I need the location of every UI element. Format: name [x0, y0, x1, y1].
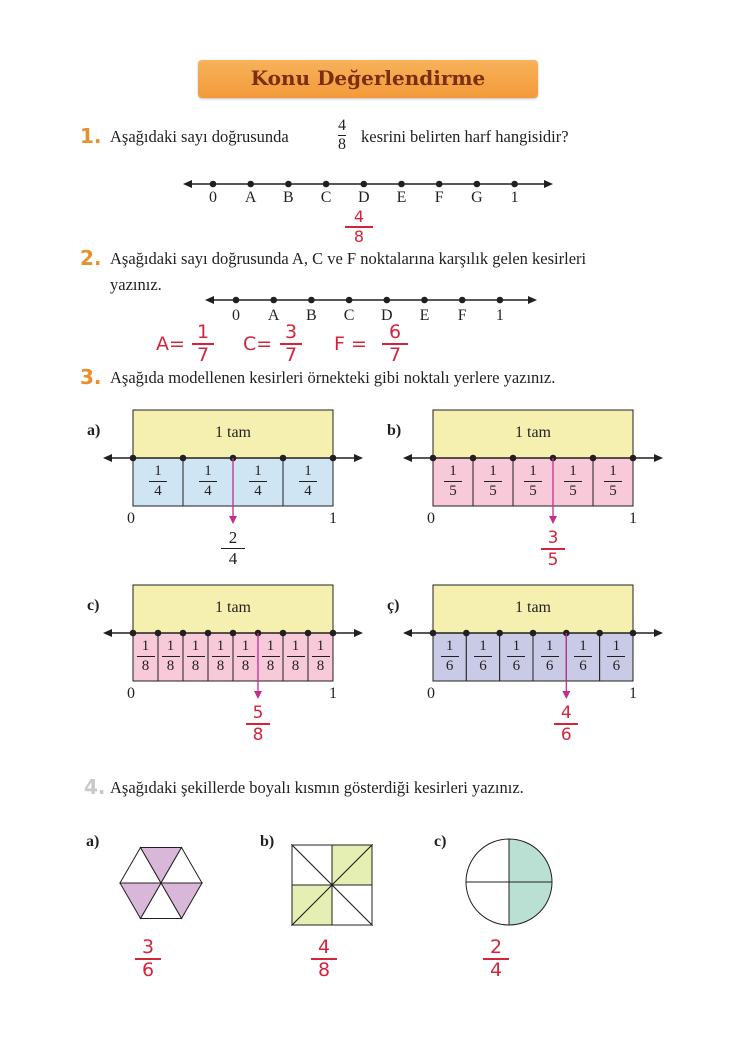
- answer-denominator: 7: [196, 343, 210, 366]
- answer-a-label: A=: [156, 333, 185, 355]
- arrow-right-icon: [354, 454, 363, 462]
- answer-numerator: 5: [252, 703, 264, 723]
- model-answer-fraction: [541, 528, 565, 570]
- fraction-numerator: 1: [204, 463, 212, 479]
- q2-point-label: 1: [495, 307, 504, 324]
- model-part-label: a): [87, 422, 101, 439]
- q2-point: [497, 297, 504, 304]
- fraction-numerator: 1: [449, 463, 457, 479]
- zero-label: 0: [127, 510, 135, 527]
- model-point: [330, 630, 337, 637]
- part-fraction: [473, 462, 513, 501]
- fraction-denominator: 4: [304, 483, 312, 500]
- fraction-numerator: 1: [291, 638, 300, 654]
- model-point: [530, 630, 537, 637]
- fraction-numerator: 1: [304, 463, 312, 479]
- arrow-right-icon: [354, 629, 363, 637]
- shape-part-label: c): [434, 833, 447, 850]
- answer-numerator: 3: [284, 321, 298, 343]
- one-label: 1: [629, 510, 637, 527]
- answer-denominator: 7: [284, 343, 298, 366]
- q1-point-label: 0: [209, 189, 217, 206]
- fraction-denominator: 4: [204, 483, 212, 500]
- answer-numerator: 2: [228, 528, 238, 547]
- question-4-text: Aşağıdaki şekillerde boyalı kısmın gösterdiği kesirleri yazınız.: [110, 778, 524, 797]
- fraction-denominator: 4: [254, 483, 262, 500]
- fraction-numerator: 1: [445, 638, 454, 654]
- answer-denominator: 8: [353, 226, 365, 246]
- part-fraction: [466, 637, 499, 676]
- q1-point-label: G: [471, 189, 483, 206]
- fraction-numerator: 1: [569, 463, 577, 479]
- fraction-denominator: 5: [569, 483, 577, 500]
- question-3-number: 3.: [80, 365, 102, 389]
- part-fraction: [433, 637, 466, 676]
- model-point: [630, 630, 637, 637]
- model-point: [280, 455, 287, 462]
- part-fraction: [208, 637, 233, 676]
- fraction-denominator: 6: [579, 658, 587, 675]
- fraction-numerator: 1: [612, 638, 621, 654]
- one-label: 1: [329, 510, 337, 527]
- q1-point: [247, 181, 254, 188]
- question-1-text-before: Aşağıdaki sayı doğrusunda: [110, 127, 289, 146]
- part-fraction: [233, 637, 258, 676]
- question-1-text-after: kesrini belirten harf hangisidir?: [361, 127, 569, 146]
- q1-point-label: B: [283, 189, 294, 206]
- q1-point: [398, 181, 405, 188]
- fraction-denominator: 8: [166, 658, 175, 675]
- part-fraction: [258, 637, 283, 676]
- model-point: [280, 630, 287, 637]
- arrow-left-icon: [103, 629, 112, 637]
- fraction-denominator: 5: [489, 483, 497, 500]
- q2-point: [346, 297, 353, 304]
- model-answer-fraction: [554, 703, 578, 745]
- q2-point-label: C: [343, 307, 355, 324]
- fraction-denominator: 6: [445, 658, 454, 675]
- answer-f-fraction: [382, 322, 408, 366]
- model-point: [130, 630, 137, 637]
- q2-point: [308, 297, 315, 304]
- shape-part-label: a): [86, 833, 100, 850]
- arrow-down-icon: [229, 516, 237, 524]
- q1-point-label: A: [244, 189, 257, 206]
- fraction-numerator: 1: [191, 638, 200, 654]
- fraction-numerator: 1: [579, 638, 587, 654]
- fraction-denominator: 6: [512, 658, 521, 675]
- part-fraction: [500, 637, 533, 676]
- answer-numerator: 6: [388, 321, 402, 343]
- fraction-denominator: 5: [449, 483, 457, 500]
- q1-point-label: F: [434, 189, 444, 206]
- model-point: [596, 630, 603, 637]
- question-2-number: 2.: [80, 246, 102, 270]
- fraction-numerator: 1: [166, 638, 175, 654]
- fraction-numerator: 1: [316, 638, 325, 654]
- model-point: [430, 630, 437, 637]
- fraction-denominator: 6: [612, 658, 621, 675]
- fraction-numerator: 1: [216, 638, 225, 654]
- fraction-denominator: 4: [154, 483, 162, 500]
- arrow-right-icon: [544, 180, 553, 188]
- whole-label: 1 tam: [515, 424, 551, 441]
- q2-point-label: 0: [232, 307, 240, 324]
- part-fraction: [533, 637, 566, 676]
- fraction-denominator: 8: [266, 658, 275, 675]
- arrow-down-icon: [254, 691, 262, 699]
- part-fraction: [600, 637, 633, 676]
- part-fraction: [433, 462, 473, 501]
- shape-answer-fraction: [135, 937, 161, 981]
- shape-answer-fraction: [311, 937, 337, 981]
- model-point: [230, 630, 237, 637]
- q2-point: [233, 297, 240, 304]
- model-point: [330, 455, 337, 462]
- part-fraction: [308, 637, 333, 676]
- whole-label: 1 tam: [215, 599, 251, 616]
- circle-quarter: [466, 882, 509, 925]
- fraction-numerator: 1: [529, 463, 537, 479]
- model-point: [180, 455, 187, 462]
- answer-numerator: 2: [489, 936, 503, 958]
- fraction-numerator: 1: [545, 638, 554, 654]
- shape-answer-fraction: [483, 937, 509, 981]
- q2-point: [421, 297, 428, 304]
- model-point: [470, 455, 477, 462]
- model-point: [130, 455, 137, 462]
- fraction-denominator: 6: [479, 658, 487, 675]
- fraction-denominator: 5: [609, 483, 617, 500]
- answer-numerator: 1: [196, 321, 210, 343]
- fraction-denominator: 8: [338, 136, 346, 154]
- answer-numerator: 4: [353, 207, 365, 226]
- model-point: [155, 630, 162, 637]
- arrow-left-icon: [403, 629, 412, 637]
- whole-label: 1 tam: [215, 424, 251, 441]
- q2-point: [384, 297, 391, 304]
- answer-denominator: 4: [228, 549, 238, 569]
- answer-denominator: 6: [141, 958, 155, 981]
- zero-label: 0: [427, 510, 435, 527]
- one-label: 1: [629, 685, 637, 702]
- fraction-numerator: 1: [479, 638, 487, 654]
- answer-denominator: 4: [489, 958, 503, 981]
- fraction-numerator: 1: [489, 463, 497, 479]
- answer-denominator: 8: [252, 724, 264, 745]
- arrow-left-icon: [403, 454, 412, 462]
- answer-denominator: 7: [388, 343, 402, 366]
- arrow-right-icon: [528, 296, 537, 304]
- model-point: [430, 455, 437, 462]
- q1-point: [474, 181, 481, 188]
- model-answer-fraction: [246, 703, 270, 745]
- arrow-right-icon: [654, 629, 663, 637]
- part-fraction: [133, 462, 183, 501]
- circle-quarter: [466, 839, 509, 882]
- fraction-denominator: 6: [545, 658, 554, 675]
- fraction-numerator: 1: [512, 638, 521, 654]
- model-answer-fraction: [221, 528, 245, 569]
- fraction-numerator: 4: [338, 117, 346, 134]
- circle-quarter: [509, 839, 552, 882]
- circle-quarter: [509, 882, 552, 925]
- question-4-number: 4.: [84, 775, 106, 799]
- q2-point-label: F: [457, 307, 467, 324]
- fraction-numerator: 1: [254, 463, 262, 479]
- answer-c-fraction: [280, 322, 302, 366]
- part-fraction: [233, 462, 283, 501]
- arrow-left-icon: [183, 180, 192, 188]
- q1-point-label: C: [320, 189, 332, 206]
- model-point: [510, 455, 517, 462]
- model-point: [463, 630, 470, 637]
- one-label: 1: [329, 685, 337, 702]
- model-point: [496, 630, 503, 637]
- q2-point-label: B: [306, 307, 317, 324]
- model-part-label: ç): [387, 597, 400, 614]
- shape-part-label: b): [260, 833, 275, 850]
- part-fraction: [183, 637, 208, 676]
- fraction-denominator: 5: [529, 483, 537, 500]
- zero-label: 0: [427, 685, 435, 702]
- q1-point: [285, 181, 292, 188]
- arrow-down-icon: [562, 691, 570, 699]
- answer-numerator: 4: [317, 936, 331, 958]
- model-point: [205, 630, 212, 637]
- arrow-left-icon: [205, 296, 214, 304]
- q2-point: [459, 297, 466, 304]
- arrow-down-icon: [549, 516, 557, 524]
- part-fraction: [158, 637, 183, 676]
- answer-denominator: 6: [560, 724, 572, 745]
- question-2-text-line1: Aşağıdaki sayı doğrusunda A, C ve F noktalarına karşılık gelen kesirleri: [110, 249, 587, 268]
- arrow-left-icon: [103, 454, 112, 462]
- question-1-number: 1.: [80, 124, 102, 148]
- question-2-text-line2: yazınız.: [110, 275, 162, 294]
- q2-point-label: A: [267, 307, 280, 324]
- q1-point: [511, 181, 518, 188]
- fraction-numerator: 1: [141, 638, 150, 654]
- answer-a-fraction: [192, 322, 214, 366]
- whole-label: 1 tam: [515, 599, 551, 616]
- part-fraction: [513, 462, 553, 501]
- q2-point: [270, 297, 277, 304]
- fraction-numerator: 1: [241, 638, 250, 654]
- part-fraction: [283, 462, 333, 501]
- answer-numerator: 3: [141, 936, 155, 958]
- q1-point-label: 1: [510, 189, 519, 206]
- part-fraction: [553, 462, 593, 501]
- q1-point: [323, 181, 330, 188]
- model-part-label: c): [87, 597, 100, 614]
- q1-point: [210, 181, 217, 188]
- model-point: [590, 455, 597, 462]
- fraction-denominator: 8: [241, 658, 250, 675]
- fraction-denominator: 8: [216, 658, 225, 675]
- answer-numerator: 4: [560, 703, 572, 723]
- zero-label: 0: [127, 685, 135, 702]
- part-fraction: [283, 637, 308, 676]
- model-part-label: b): [387, 422, 402, 439]
- part-fraction: [566, 637, 599, 676]
- page-title: Konu Değerlendirme: [250, 66, 486, 90]
- answer-c-label: C=: [243, 333, 273, 355]
- q2-point-label: D: [381, 307, 393, 324]
- q1-point-label: D: [358, 189, 370, 206]
- fraction-denominator: 8: [141, 658, 150, 675]
- part-fraction: [133, 637, 158, 676]
- model-point: [305, 630, 312, 637]
- fraction-numerator: 1: [266, 638, 275, 654]
- fraction-numerator: 1: [609, 463, 617, 479]
- question-1-answer: [345, 208, 373, 246]
- answer-f-label: F =: [334, 333, 367, 355]
- arrow-right-icon: [654, 454, 663, 462]
- q2-point-label: E: [419, 307, 430, 324]
- q1-point: [361, 181, 368, 188]
- answer-denominator: 5: [547, 549, 559, 570]
- question-3-text: Aşağıda modellenen kesirleri örnekteki gibi noktalı yerlere yazınız.: [110, 368, 556, 387]
- answer-denominator: 8: [317, 958, 331, 981]
- fraction-numerator: 1: [154, 463, 162, 479]
- answer-numerator: 3: [547, 528, 559, 548]
- q1-point: [436, 181, 443, 188]
- part-fraction: [593, 462, 633, 501]
- part-fraction: [183, 462, 233, 501]
- model-point: [180, 630, 187, 637]
- fraction-denominator: 8: [291, 658, 300, 675]
- q1-point-label: E: [396, 189, 407, 206]
- fraction-denominator: 8: [191, 658, 200, 675]
- fraction-denominator: 8: [316, 658, 325, 675]
- model-point: [630, 455, 637, 462]
